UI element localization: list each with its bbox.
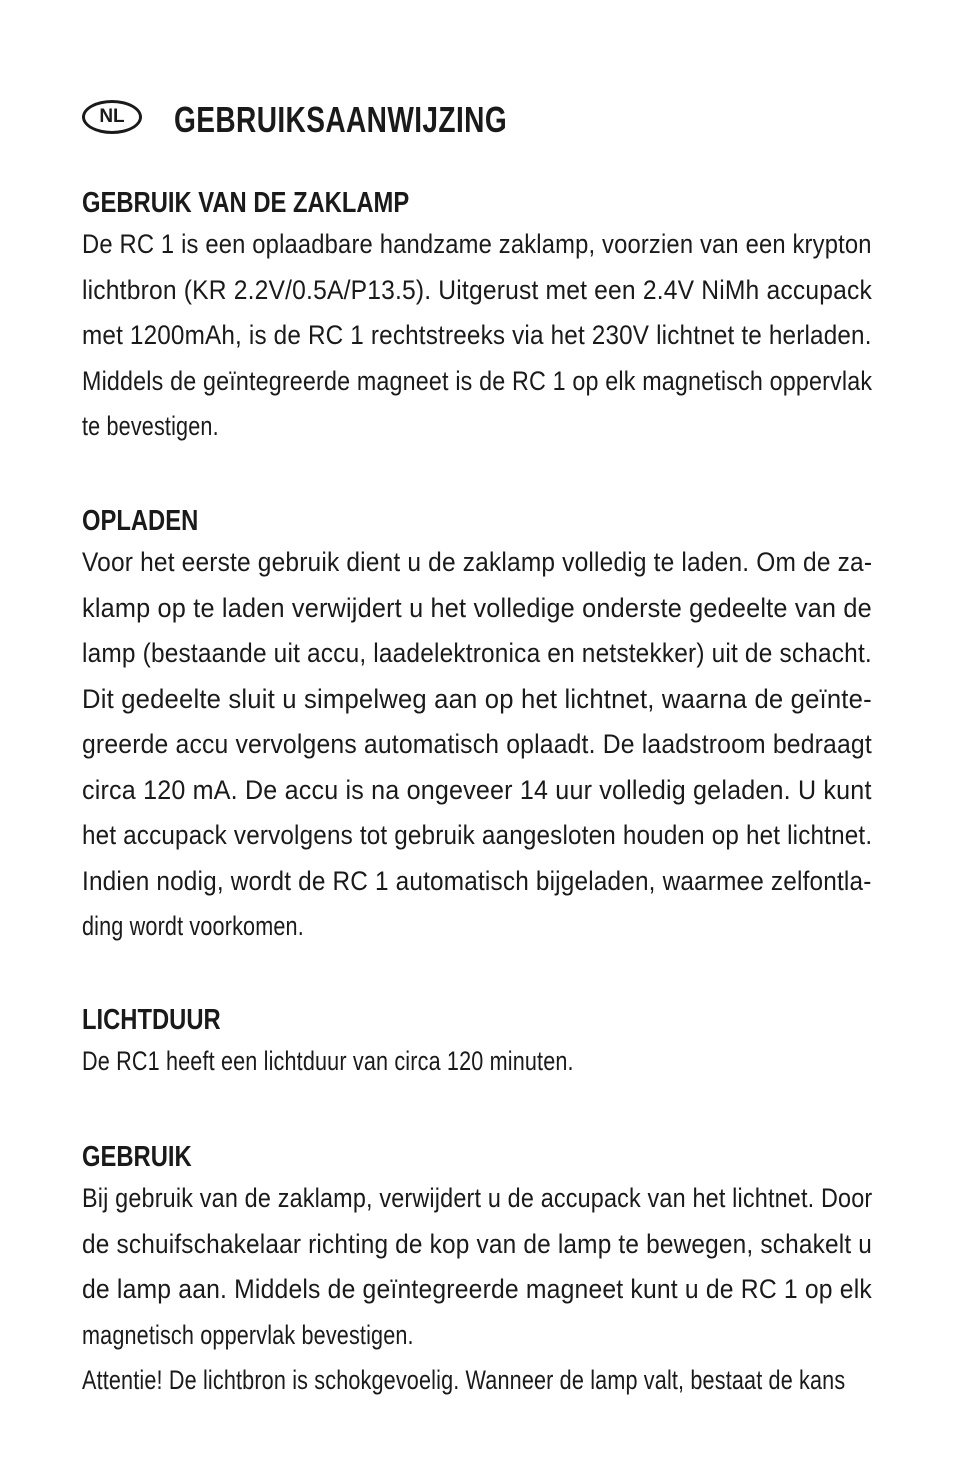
section-lichtduur (82, 1001, 872, 1085)
section-paragraph (82, 222, 872, 450)
section-paragraph (82, 1039, 872, 1085)
section-opladen (82, 502, 872, 950)
language-badge: NL (82, 100, 142, 134)
section-heading: OPLADEN (82, 505, 199, 537)
paragraph-line (82, 586, 872, 632)
manual-page (82, 88, 872, 1395)
paragraph-line (82, 359, 872, 405)
paragraph-line (82, 222, 872, 268)
paragraph-line (82, 1176, 872, 1222)
line-text: de schuifschakelaar richting de kop van de lamp te bewegen, schakelt u (82, 1228, 872, 1259)
section-heading: GEBRUIK VAN DE ZAKLAMP (82, 187, 410, 219)
line-text: Attentie! De lichtbron is schokgevoelig. Wanneer de lamp valt, bestaat de kans (82, 1365, 846, 1395)
line-text: met 1200mAh, is de RC 1 rechtstreeks via het 230V lichtnet te herladen. (82, 320, 872, 350)
paragraph-line (82, 768, 872, 814)
page-title: GEBRUIKSAANWIJZING (174, 99, 508, 140)
line-text: het accupack vervolgens tot gebruik aangesloten houden op het lichtnet. (82, 820, 872, 850)
line-text: te bevestigen. (82, 411, 219, 441)
paragraph-line (82, 1222, 872, 1268)
paragraph-line (82, 540, 872, 586)
paragraph-line (82, 313, 872, 359)
section-heading: LICHTDUUR (82, 1004, 221, 1036)
paragraph-line (82, 404, 872, 450)
line-text: Voor het eerste gebruik dient u de zaklamp volledig te laden. Om de za- (82, 547, 872, 577)
paragraph-line (82, 1358, 872, 1404)
section-gebruik (82, 1138, 872, 1404)
paragraph-line (82, 904, 872, 950)
line-text: de lamp aan. Middels de geïntegreerde magneet kunt u de RC 1 op elk (82, 1274, 872, 1304)
paragraph-line (82, 631, 872, 677)
section-heading: GEBRUIK (82, 1141, 192, 1173)
paragraph-line (82, 1313, 872, 1359)
line-text: greerde accu vervolgens automatisch oplaadt. De laadstroom bedraagt (82, 729, 872, 759)
line-text: lichtbron (KR 2.2V/0.5A/P13.5). Uitgerust met een 2.4V NiMh accupack (82, 274, 872, 305)
line-text: Bij gebruik van de zaklamp, verwijdert u de accupack van het lichtnet. Door (82, 1183, 872, 1213)
paragraph-line (82, 813, 872, 859)
line-text: Dit gedeelte sluit u simpelweg aan op het lichtnet, waarna de geïnte- (82, 683, 872, 714)
paragraph-line (82, 1039, 872, 1085)
section-paragraph (82, 540, 872, 950)
line-text: Middels de geïntegreerde magneet is de RC 1 op elk magnetisch oppervlak (82, 365, 872, 396)
paragraph-line (82, 268, 872, 314)
page-header (82, 88, 872, 152)
paragraph-line (82, 859, 872, 905)
paragraph-line (82, 722, 872, 768)
line-text: lamp (bestaande uit accu, laadelektronica en netstekker) uit de schacht. (82, 638, 872, 668)
section-paragraph (82, 1176, 872, 1404)
section-gebruik-van-de-zaklamp (82, 184, 872, 450)
line-text: circa 120 mA. De accu is na ongeveer 14 uur volledig geladen. U kunt (82, 774, 872, 805)
line-text: De RC1 heeft een lichtduur van circa 120 minuten. (82, 1046, 574, 1076)
paragraph-line (82, 1267, 872, 1313)
line-text: Indien nodig, wordt de RC 1 automatisch bijgeladen, waarmee zelfontla- (82, 865, 872, 896)
line-text: De RC 1 is een oplaadbare handzame zaklamp, voorzien van een krypton (82, 229, 872, 259)
line-text: magnetisch oppervlak bevestigen. (82, 1319, 414, 1350)
paragraph-line (82, 677, 872, 723)
line-text: klamp op te laden verwijdert u het volledige onderste gedeelte van de (82, 592, 872, 623)
line-text: ding wordt voorkomen. (82, 911, 304, 941)
